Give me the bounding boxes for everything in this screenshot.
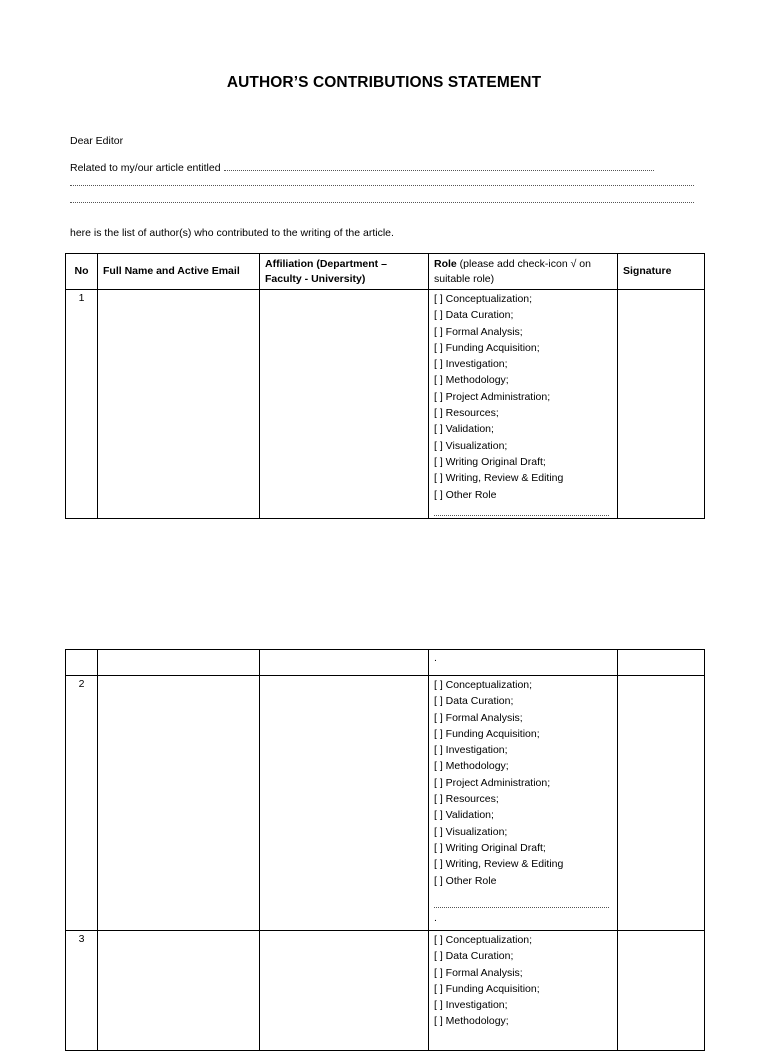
name-cell[interactable]: [98, 676, 260, 931]
role-item[interactable]: [ ] Project Administration;: [434, 776, 551, 789]
role-item[interactable]: [ ] Validation;: [434, 809, 494, 822]
header-name: Full Name and Active Email: [98, 254, 260, 290]
role-item[interactable]: [ ] Other Role: [434, 488, 497, 501]
role-item[interactable]: [ ] Funding Acquisition;: [434, 727, 540, 740]
name-cell[interactable]: [98, 931, 260, 1051]
intro-text: here is the list of author(s) who contributed to the writing of the article.: [70, 227, 394, 239]
name-cell[interactable]: [98, 290, 260, 519]
role-item[interactable]: [ ] Validation;: [434, 423, 494, 436]
table-header-row: [66, 254, 705, 290]
continuation-mark: .: [429, 650, 618, 676]
role-item[interactable]: [ ] Visualization;: [434, 439, 508, 452]
role-item[interactable]: [ ] Visualization;: [434, 825, 508, 838]
role-cell: [429, 676, 618, 931]
role-item[interactable]: [ ] Data Curation;: [434, 950, 514, 963]
row-number: 3: [66, 931, 98, 1051]
continuation-cell: [260, 650, 429, 676]
affiliation-cell[interactable]: [260, 931, 429, 1051]
continuation-cell: [98, 650, 260, 676]
role-item[interactable]: [ ] Formal Analysis;: [434, 966, 523, 979]
role-item[interactable]: [ ] Resources;: [434, 407, 499, 420]
other-role-blank[interactable]: [434, 895, 609, 908]
header-signature: Signature: [618, 254, 705, 290]
article-title-blank-2[interactable]: [70, 185, 694, 186]
header-affiliation: Affiliation (Department – Faculty - University): [260, 254, 429, 290]
signature-cell[interactable]: [618, 931, 705, 1051]
affiliation-cell[interactable]: [260, 676, 429, 931]
role-cell: [429, 290, 618, 519]
role-item[interactable]: [ ] Methodology;: [434, 374, 509, 387]
role-item[interactable]: [ ] Methodology;: [434, 760, 509, 773]
role-item[interactable]: [ ] Conceptualization;: [434, 679, 533, 691]
continuation-cell: [66, 650, 98, 676]
role-item[interactable]: [ ] Conceptualization;: [434, 293, 533, 305]
header-role-note: (please add check-icon √ on suitable role): [434, 257, 591, 285]
role-item[interactable]: [ ] Formal Analysis;: [434, 325, 523, 338]
affiliation-cell[interactable]: [260, 290, 429, 519]
header-role-bold: Role: [434, 257, 457, 270]
header-role: [429, 254, 618, 290]
continuation-row: [66, 650, 705, 676]
other-role-blank[interactable]: [434, 503, 609, 516]
article-title-blank-3[interactable]: [70, 202, 694, 203]
table-row: [66, 290, 705, 519]
role-item[interactable]: [ ] Investigation;: [434, 999, 508, 1012]
signature-cell[interactable]: [618, 676, 705, 931]
header-no: No: [66, 254, 98, 290]
role-item[interactable]: [ ] Investigation;: [434, 358, 508, 371]
row-number: 2: [66, 676, 98, 931]
role-item[interactable]: [ ] Data Curation;: [434, 695, 514, 708]
salutation: Dear Editor: [70, 135, 124, 147]
signature-cell[interactable]: [618, 290, 705, 519]
related-label: Related to my/our article entitled: [70, 162, 221, 174]
authors-table-2: [65, 649, 705, 1051]
role-item[interactable]: [ ] Writing Original Draft;: [434, 841, 546, 854]
role-item[interactable]: [ ] Funding Acquisition;: [434, 341, 540, 354]
role-item[interactable]: [ ] Formal Analysis;: [434, 711, 523, 724]
role-item[interactable]: [ ] Conceptualization;: [434, 934, 533, 946]
table-row: [66, 676, 705, 931]
role-item[interactable]: [ ] Resources;: [434, 793, 499, 806]
authors-table-1: [65, 253, 705, 519]
role-item[interactable]: [ ] Methodology;: [434, 1015, 509, 1028]
continuation-cell: [618, 650, 705, 676]
role-item[interactable]: [ ] Funding Acquisition;: [434, 982, 540, 995]
role-item[interactable]: [ ] Project Administration;: [434, 390, 551, 403]
role-list: [434, 290, 612, 516]
table-row: [66, 931, 705, 1051]
role-list: [434, 676, 612, 926]
role-cell: [429, 931, 618, 1051]
role-item[interactable]: [ ] Writing, Review & Editing: [434, 858, 564, 871]
role-item[interactable]: [ ] Data Curation;: [434, 309, 514, 322]
role-item[interactable]: [ ] Investigation;: [434, 744, 508, 757]
article-title-blank[interactable]: [224, 170, 654, 171]
role-item[interactable]: [ ] Writing Original Draft;: [434, 455, 546, 468]
role-list: [434, 931, 612, 1030]
document-title: AUTHOR’S CONTRIBUTIONS STATEMENT: [226, 74, 542, 91]
article-title-line: [70, 162, 654, 174]
role-item[interactable]: [ ] Writing, Review & Editing: [434, 472, 564, 485]
role-item[interactable]: [ ] Other Role: [434, 874, 497, 887]
row-number: 1: [66, 290, 98, 519]
continuation-mark: .: [434, 911, 437, 924]
